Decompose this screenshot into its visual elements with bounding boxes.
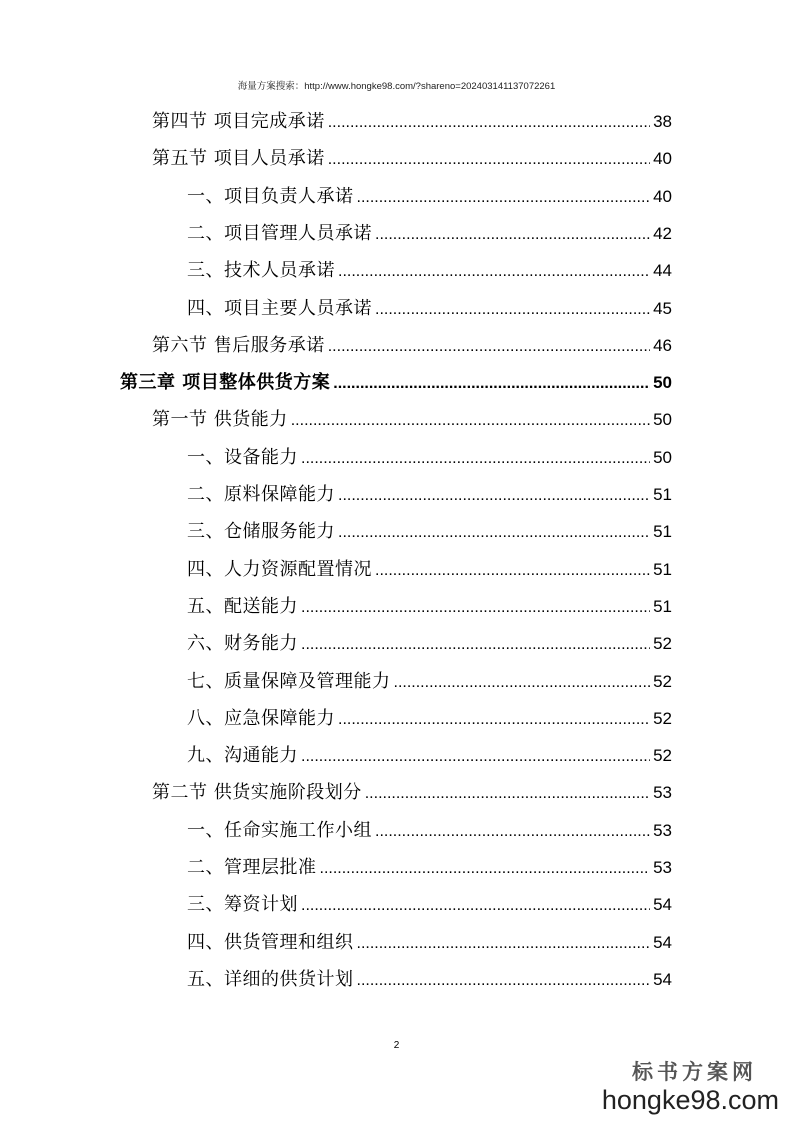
toc-subsection-row	[187, 476, 672, 513]
toc-section-row	[152, 401, 672, 438]
toc-entry-label: 七、质量保障及管理能力	[187, 670, 391, 692]
toc-entry-page: 51	[653, 559, 672, 579]
toc-entry-label: 第一节 供货能力	[152, 409, 288, 431]
toc-dot-leader	[320, 850, 651, 887]
toc-section-row	[152, 327, 672, 364]
toc-entry-page: 51	[653, 485, 672, 504]
toc-entry-page: 38	[653, 112, 672, 131]
toc-dot-leader	[375, 291, 650, 328]
toc-dot-leader	[357, 925, 651, 962]
toc-entry-label: 三、仓储服务能力	[187, 521, 335, 543]
toc-entry-label: 三、筹资计划	[187, 894, 298, 916]
toc-subsection-row	[187, 737, 672, 774]
toc-entry-label: 第六节 售后服务承诺	[152, 334, 325, 356]
toc-section-row	[152, 103, 672, 140]
toc-entry-label: 第三章 项目整体供货方案	[120, 372, 331, 394]
toc-dot-leader	[375, 813, 650, 850]
toc-dot-leader	[338, 477, 650, 514]
watermark-en-text: hongke98.com	[601, 1085, 779, 1115]
toc-subsection-row	[187, 812, 672, 849]
toc-subsection-row	[187, 625, 672, 662]
toc-subsection-row	[187, 551, 672, 588]
toc-dot-leader	[375, 216, 650, 253]
page-header: 海量方案搜索：http://www.hongke98.com/?shareno=202403141137072261	[237, 81, 556, 92]
toc-subsection-row	[187, 849, 672, 886]
toc-dot-leader	[338, 514, 650, 551]
toc-dot-leader	[338, 253, 650, 290]
page-number: 2	[393, 1040, 400, 1051]
toc-dot-leader	[365, 775, 650, 812]
toc-entry-page: 54	[653, 895, 672, 915]
toc-entry-label: 一、项目负责人承诺	[187, 185, 354, 207]
toc-entry-label: 二、原料保障能力	[187, 484, 335, 505]
toc-subsection-row	[187, 700, 672, 737]
toc-entry-label: 四、供货管理和组织	[187, 931, 354, 953]
toc-entry-label: 二、管理层批准	[187, 857, 317, 878]
toc-subsection-row	[187, 439, 672, 476]
toc-entry-label: 四、项目主要人员承诺	[187, 297, 372, 319]
toc-entry-page: 52	[653, 634, 672, 654]
toc-entry-page: 52	[653, 708, 672, 728]
toc-dot-leader	[357, 962, 651, 999]
toc-chapter-row	[120, 364, 672, 401]
toc-entry-page: 54	[653, 932, 672, 952]
toc-subsection-row	[187, 290, 672, 327]
toc-entry-page: 53	[653, 858, 672, 877]
toc-dot-leader	[291, 402, 650, 439]
toc-entry-page: 44	[653, 261, 672, 281]
watermark-logo	[602, 1056, 779, 1114]
toc-entry-label: 九、沟通能力	[187, 745, 298, 767]
toc-subsection-row	[187, 513, 672, 550]
toc-dot-leader	[301, 626, 650, 663]
toc-dot-leader	[301, 887, 650, 924]
toc-dot-leader	[357, 179, 651, 216]
toc-entry-page: 51	[653, 522, 672, 542]
toc-subsection-row	[187, 924, 672, 961]
toc-entry-page: 50	[653, 410, 672, 430]
toc-entry-label: 二、项目管理人员承诺	[187, 222, 372, 244]
toc-dot-leader	[375, 552, 650, 589]
toc-entry-page: 51	[653, 596, 672, 616]
toc-entry-label: 一、任命实施工作小组	[187, 819, 372, 841]
toc-subsection-row	[187, 886, 672, 923]
toc-entry-page: 40	[653, 149, 672, 169]
toc-dot-leader	[328, 328, 650, 365]
toc-entry-page: 53	[653, 820, 672, 840]
toc-dot-leader	[301, 589, 650, 626]
toc-entry-label: 四、人力资源配置情况	[187, 558, 372, 580]
toc-section-row	[152, 774, 672, 811]
toc-subsection-row	[187, 961, 672, 998]
toc-entry-page: 50	[653, 447, 672, 467]
toc-entry-page: 53	[653, 783, 672, 803]
toc-dot-leader	[328, 104, 650, 141]
toc-entry-page: 40	[653, 186, 672, 206]
watermark-cn-text: 标书方案网	[632, 1059, 757, 1084]
toc-entry-label: 三、技术人员承诺	[187, 260, 335, 282]
toc-dot-leader	[301, 440, 650, 477]
toc-entry-label: 五、详细的供货计划	[187, 968, 354, 990]
toc-dot-leader	[328, 141, 650, 178]
toc-entry-page: 52	[653, 746, 672, 766]
toc-entry-page: 46	[653, 335, 672, 355]
toc-dot-leader	[394, 664, 651, 701]
toc-subsection-row	[187, 215, 672, 252]
toc-entry-label: 第五节 项目人员承诺	[152, 148, 325, 170]
toc-subsection-row	[187, 178, 672, 215]
toc-entry-label: 第四节 项目完成承诺	[152, 111, 325, 132]
toc-dot-leader	[301, 738, 650, 775]
toc-entry-page: 54	[653, 969, 672, 989]
toc-entry-page: 52	[653, 671, 672, 691]
toc-entry-label: 第二节 供货实施阶段划分	[152, 782, 362, 804]
toc-entry-label: 五、配送能力	[187, 595, 298, 617]
toc-dot-leader	[333, 365, 650, 402]
toc-subsection-row	[187, 663, 672, 700]
toc-entry-page: 42	[653, 223, 672, 243]
toc-entry-page: 45	[653, 298, 672, 318]
toc-entry-page: 50	[653, 373, 672, 393]
toc-subsection-row	[187, 252, 672, 289]
toc-section-row	[152, 140, 672, 177]
toc-subsection-row	[187, 588, 672, 625]
toc-entry-label: 六、财务能力	[187, 633, 298, 655]
toc-entry-label: 一、设备能力	[187, 446, 298, 468]
toc-dot-leader	[338, 701, 650, 738]
toc-entry-label: 八、应急保障能力	[187, 707, 335, 729]
